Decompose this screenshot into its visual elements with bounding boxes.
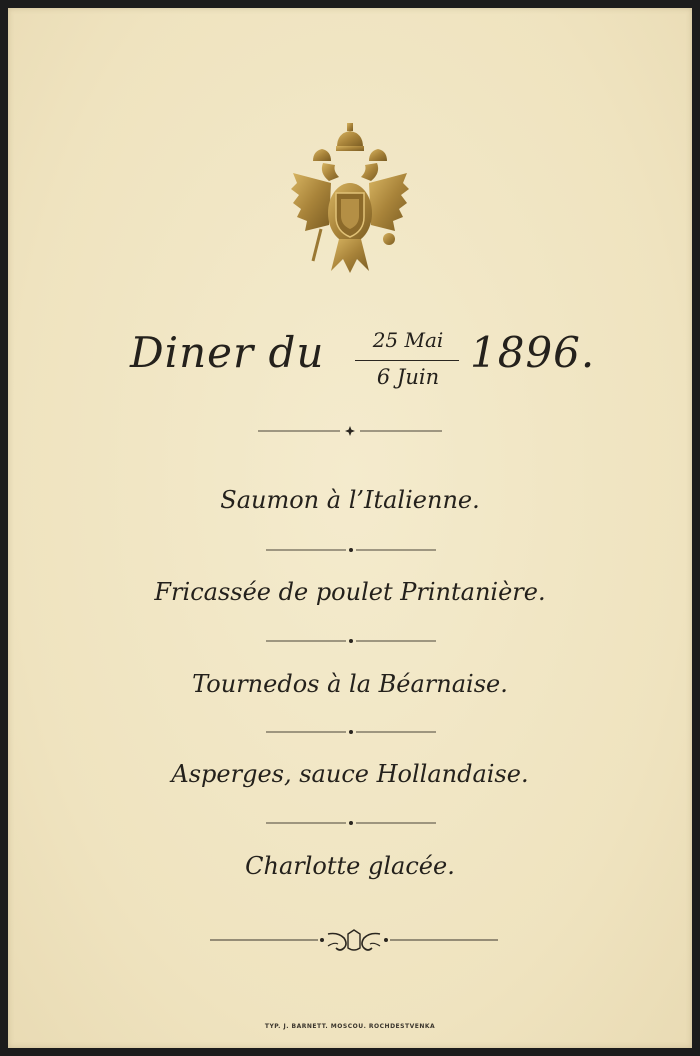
title-prefix: Diner du (130, 328, 325, 377)
fraction-bar (355, 360, 459, 361)
menu-card (8, 8, 692, 1048)
printer-imprint: TYP. J. BARNETT. MOSCOU. ROCHDESTVENKA (264, 1023, 436, 1030)
date-top: 25 Mai (372, 328, 444, 352)
course-item: Asperges, sauce Hollandaise. (171, 760, 529, 788)
course-item: Charlotte glacée. (245, 852, 455, 880)
course-item: Tournedos à la Béarnaise. (192, 670, 508, 698)
dot-separator (266, 637, 436, 645)
course-item: Fricassée de poulet Printanière. (154, 578, 546, 606)
double-headed-eagle-icon (291, 121, 409, 273)
title-year: 1896. (470, 328, 596, 377)
date-bottom: 6 Juin (376, 365, 440, 389)
star-ornament-icon (258, 424, 442, 438)
menu-title (8, 326, 692, 406)
date-fraction (353, 326, 463, 398)
dot-separator (266, 546, 436, 554)
course-item: Saumon à l’Italienne. (220, 486, 480, 514)
dot-separator (266, 728, 436, 736)
dot-separator (266, 819, 436, 827)
scroll-flourish-icon (210, 928, 498, 954)
